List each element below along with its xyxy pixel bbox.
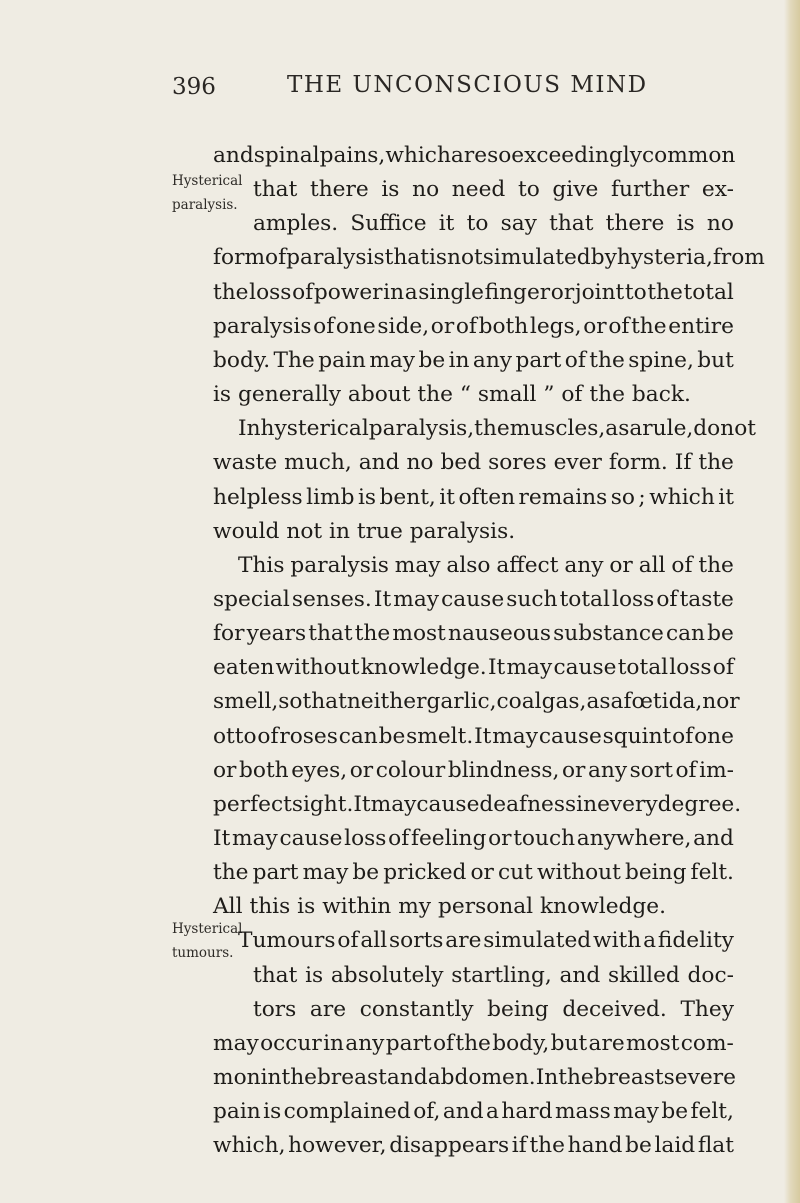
text-line: the loss of power in a single finger or joint to the total [213, 279, 734, 305]
text-line: eaten without knowledge. It may cause total loss of [213, 655, 734, 681]
text-line: would not in true paralysis. [213, 518, 516, 544]
text-line: paralysis of one side, or of both legs, or of the entire [213, 313, 734, 339]
page-header [172, 66, 662, 106]
sidenote-line: paralysis. [172, 197, 238, 213]
text-line: Tumours of all sorts are simulated with a fidelity [238, 928, 734, 954]
text-line: mon in the breast and abdomen. In the breast severe [213, 1065, 736, 1091]
sidenote-line: Hysterical [172, 921, 243, 937]
text-line: special senses. It may cause such total loss of taste [213, 586, 734, 612]
text-line: otto of roses can be smelt. It may cause squint of one [213, 723, 734, 749]
text-line: waste much, and no bed sores ever form. If the [213, 450, 734, 476]
text-line: pain is complained of, and a hard mass may be felt, [213, 1099, 734, 1125]
text-line: for years that the most nauseous substance can be [213, 621, 734, 647]
text-line: smell, so that neither garlic, coal gas, asafœtida, nor [213, 689, 740, 715]
sidenote-line: tumours. [172, 945, 234, 961]
text-line: amples. Suffice it to say that there is no [253, 211, 734, 237]
text-line: All this is within my personal knowledge. [213, 894, 667, 920]
text-line: form of paralysis that is not simulated by hysteria, from [213, 245, 765, 271]
text-line: body. The pain may be in any part of the spine, but [213, 347, 734, 373]
running-head: THE UNCONSCIOUS MIND [287, 72, 648, 98]
page-edge-shadow [784, 0, 800, 1203]
text-line: and spinal pains, which are so exceedingly common [213, 143, 736, 168]
text-line: may occur in any part of the body, but are most com- [213, 1030, 734, 1056]
text-line: perfect sight. It may cause deafness in every degree. [213, 791, 742, 817]
text-line: It may cause loss of feeling or touch anywhere, and [213, 826, 734, 851]
text-line: the part may be pricked or cut without being felt. [213, 860, 734, 886]
page-number: 396 [172, 74, 216, 100]
sidenote-hysterical-paralysis [172, 169, 242, 217]
text-line: is generally about the “ small ” of the back. [213, 382, 691, 408]
text-line: This paralysis may also affect any or all of the [238, 552, 734, 578]
sidenote-line: Hysterical [172, 173, 243, 189]
text-line: or both eyes, or colour blindness, or any sort of im- [213, 757, 734, 783]
text-line: that is absolutely startling, and skilled doc- [253, 962, 734, 988]
text-line: In hysterical paralysis, the muscles, as a rule, do not [238, 416, 756, 442]
text-line: that there is no need to give further ex- [253, 177, 734, 203]
text-line: helpless limb is bent, it often remains so ; which it [213, 484, 734, 510]
text-line: tors are constantly being deceived. They [253, 996, 734, 1022]
text-line: which, however, disappears if the hand be laid flat [213, 1133, 734, 1159]
